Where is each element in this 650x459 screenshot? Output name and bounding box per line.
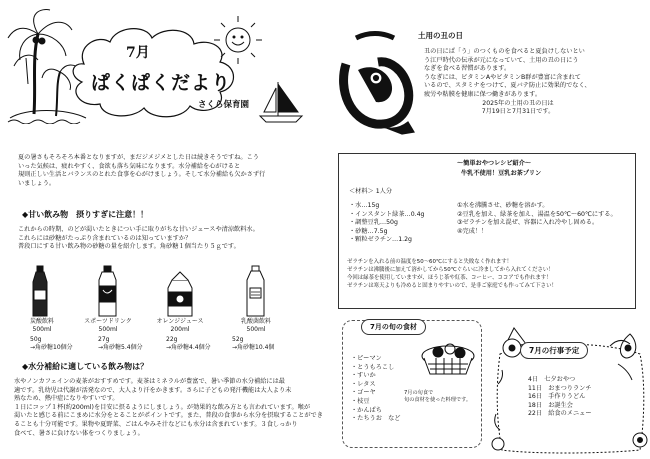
newsletter-title: ぱくぱくだより [91, 72, 232, 94]
drink-volume: 500ml [246, 325, 266, 333]
water-heading: ◆水分補給に適している飲み物は？ [22, 362, 149, 371]
soda-bottle-icon [33, 266, 47, 316]
sweet-drinks-line: 普段口にする甘い飲み物の砂糖の量を紹介します。角砂糖１個当たり５ｇです。 [18, 243, 240, 251]
ingredient-item: ・水…15g [349, 202, 380, 209]
drink-name: スポーツドリンク [84, 318, 132, 325]
food-item: ・すいか [351, 372, 376, 380]
recipe-note: ゼラチンを入れる前の温度を50～60℃にすると失敗なく作れます！ [347, 259, 513, 265]
drink-volume: 200ml [170, 325, 190, 333]
seasonal-foods-list [351, 355, 401, 424]
food-item: ・たちうお など [351, 415, 401, 423]
drink-sugar-info [166, 336, 211, 351]
drink-cubes: →角砂糖10個分 [30, 343, 73, 351]
header-illustration [6, 4, 306, 124]
drink-name: オレンジジュース [156, 318, 204, 325]
recipe-step: ④完成！！ [457, 227, 488, 235]
school-name: さくら保育園 [198, 100, 250, 110]
sweet-drinks-text [18, 226, 259, 252]
sweet-drinks-line: これらには砂糖がたっぷり含まれているのは知っていますか？ [18, 234, 192, 242]
eel-line: 丑の日にぱ「う」のつくものを食べると夏負けしないとい [424, 48, 585, 55]
food-item: ・ピーマン [351, 355, 382, 362]
recipe-notes [347, 258, 557, 290]
drink-bottles-illustration [20, 262, 290, 320]
food-item: ・ゴーヤ [351, 389, 376, 397]
drink-cubes: →角砂糖5.4個分 [98, 343, 143, 351]
recipe-note: 今回は緑茶を使用していますが、ほうじ茶や紅茶、コーヒー、ココアでも作れます！ [347, 275, 552, 281]
drink-item [20, 318, 64, 333]
eel-line: なぎを食べる習慣があります。 [424, 65, 511, 73]
sun-icon [214, 16, 262, 64]
ingredient-item: ・調整豆乳…50g [349, 219, 398, 227]
recipe-box [338, 153, 636, 309]
recipe-step: ②豆乳を加え、緑茶を加え、湯温を50℃～60℃にする。 [457, 210, 617, 218]
drink-cubes: →角砂糖10.4個 [232, 343, 275, 351]
event-item: 18日 お誕生会 [528, 401, 573, 409]
intro-line: 夏の暑さもそろそろ本番となりますが、まだジメジメとした日は続きそうですね。こう [18, 154, 259, 161]
drink-item [152, 318, 208, 333]
drink-name: 乳酸菌飲料 [240, 318, 271, 325]
food-item: ・かんぱち [351, 406, 382, 414]
drink-sugar: 27g [98, 336, 110, 343]
water-line: １日にコップ１杯(約200ml)を目安に摂るようにしましょう。が効果的な飲み方とも言われています。喉が [14, 403, 311, 411]
drink-item [228, 318, 284, 333]
ingredient-item: ・インスタント緑茶…0.4g [349, 210, 425, 218]
seasonal-foods-title: 7月の旬の食材 [361, 319, 426, 335]
drink-name: 炭酸飲料 [29, 318, 54, 325]
newsletter-header [6, 4, 306, 124]
sweet-drinks-heading: ◆甘い飲み物 摂りすぎに注意！！ [22, 210, 149, 219]
recipe-note: ゼラチンは寒天よりも冷めると固まりやすいので、是非ご家庭でも作ってみて下さい！ [347, 283, 557, 289]
juice-carton-icon [168, 272, 192, 316]
water-line: 水やノンカフェインの麦茶がおすすめです。麦茶はミネラルが豊富で、暑い季節の水分補給には最 [14, 378, 285, 385]
drink-sugar: 22g [166, 336, 178, 343]
drink-item [80, 318, 136, 333]
water-line: 適です。乳幼児は代謝が活発なので、大人より汗をかきます。さらに子どもの発汗機能は大人より未 [14, 386, 292, 394]
events-title: 7月の行事予定 [520, 342, 588, 359]
water-line: 熟なため、熱中症になりやすいです。 [14, 395, 119, 403]
event-item: 11日 おまつりランチ [528, 384, 592, 392]
drink-cubes: →角砂糖4.4個分 [166, 343, 211, 351]
eel-day-title: 土用の丑の日 [418, 31, 463, 40]
lactic-drink-bottle-icon [247, 266, 264, 316]
intro-line: いましょう。 [18, 179, 56, 187]
eel-line: いるので、スタミナをつけて、夏バテ防止に効果的でなく、 [424, 82, 591, 90]
recipe-step: ①水を沸騰させ、砂糖を溶かす。 [457, 202, 549, 209]
recipe-heading: ～簡単おやつレシピ紹介～ [457, 160, 532, 167]
recipe-steps [457, 202, 617, 236]
ingredient-item: ・砂糖…7.5g [349, 227, 388, 235]
water-text [14, 378, 323, 438]
eel-line: 2025年の土用の丑の日は [482, 99, 554, 107]
food-note-line: 7月の旬食で [404, 390, 434, 396]
eel-line: 7月19日と7月31日です。 [481, 108, 555, 116]
seasonal-foods-note [404, 390, 471, 404]
eel-u-illustration [336, 24, 416, 136]
drink-sugar-info [98, 336, 143, 351]
drink-volume: 500ml [32, 325, 52, 333]
food-item: ・枝豆 [351, 397, 370, 405]
events-list [528, 376, 592, 419]
drink-sugar: 52g [232, 336, 244, 343]
eel-line: うなぎには、ビタミンAやビタミンB群が豊富に含まれて [424, 73, 581, 81]
intro-line: いった気候は、疲れやすく、食欲も落ち気味になります。水分補給を心がけると [18, 162, 241, 170]
water-line: 渇いたと感じる前にこまめに水分をとることがポイントです。また、普段の食事から水分を摂取することができ [14, 412, 323, 420]
intro-paragraph [18, 154, 265, 188]
drink-sugar-info [30, 336, 73, 351]
intro-line: 規則正しい生活とバランスのとれた食事を心がけましょう。そして水分補給も欠かさず行 [18, 171, 266, 179]
food-item: ・レタス [351, 380, 376, 388]
recipe-note: ゼラチンは沸騰後に加えて溶かしてから50℃ぐらいに冷ましてから入れてください！ [347, 267, 554, 273]
sweet-drinks-line: これからの時期、のどが渇いたときについ手に取りがちな甘いジュースや清涼飲料水。 [18, 226, 259, 233]
sailboat-icon [260, 82, 302, 122]
water-line: 食べて、暑さに負けない体をつくりましょう。 [14, 429, 144, 437]
eel-line: う江戸時代の伝承が元になっていて、土用の丑の日にう [424, 56, 579, 64]
water-line: ることも十分可能です。果物や夏野菜、ごはんやみそ汁などにも水分は含まれています。３食しっかり [14, 420, 298, 428]
event-item: 16日 手作りうどん [528, 393, 586, 401]
issue-month: 7月 [126, 45, 150, 61]
drink-sugar: 50g [30, 336, 42, 343]
event-item: 22日 給食のメニュー [528, 410, 592, 418]
eel-line: 疲労や粘膜を健康に保つ働きがあります。 [424, 90, 542, 98]
recipe-servings: ＜材料＞ 1人分 [349, 188, 393, 195]
food-item: ・とうもろこし [351, 363, 395, 371]
sports-drink-bottle-icon [99, 266, 116, 316]
recipe-ingredients [349, 202, 424, 245]
recipe-step: ③ゼラチンを加え混ぜ、容器に入れ冷やし固める。 [457, 219, 599, 227]
drink-sugar-info [232, 336, 274, 351]
food-note-line: 旬の食材を使った料理です。 [404, 397, 472, 403]
recipe-name: 牛乳不使用！豆乳お茶プリン [461, 170, 542, 177]
event-item: 4日 七夕おやつ [528, 376, 576, 383]
ingredient-item: ・顆粒ゼラチン…1.2g [349, 236, 412, 244]
eel-text [424, 48, 598, 117]
drink-volume: 500ml [98, 325, 118, 333]
vegetable-basket-icon [418, 340, 480, 380]
